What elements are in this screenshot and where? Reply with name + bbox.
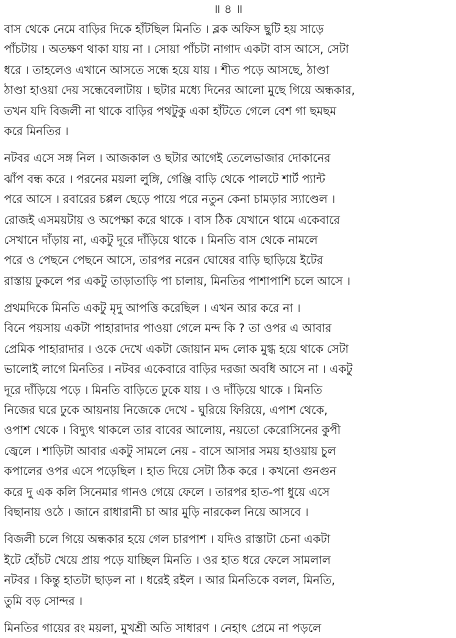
text-line: নটবর । কিন্তু হাতটা ছাড়ল না । ধরেই রইল । আর মিনতিকে বলল, মিনতি, [4,573,336,588]
text-line: তখন যদি বিজলী না থাকে বাড়ির পথটুকু একা হাঁটতে গেলে বেশ গা ছমছম [4,103,337,118]
text-line: মিনতির গায়ের রং ময়লা, মুখশ্রী অতি সাধারণ । নেহাৎ প্রেমে না পড়লে [4,620,322,635]
text-line: ওপাশ থেকে । বিদ্যুৎ থাকলে তার বাবের আলোয়, নয়তো কেরোসিনের কুপী [4,423,341,438]
paragraph [4,19,452,141]
text-line: প্রথমদিকে মিনতি একটু মৃদু আপত্তি করেছিল । এখন আর করে না । [4,301,301,316]
text-line: পাঁচটায় । অতক্ষণ থাকা যায় না । সোয়া পাঁচটা নাগাদ একটা বাস আসে, সেটা [4,42,349,57]
text-line: ভালোই লাগে মিনতির । নটবর একেবারে বাড়ির দরজা অবধি আসে না । একটু [4,362,353,377]
text-line: তুমি বড় সোন্দর । [4,593,83,608]
text-line: প্রেমিক পাহারাদার । ওকে দেখে একটা জোয়ান মদ্দ লোক মুগ্ধ হয়ে থাকে সেটা [4,341,349,356]
text-line: ঠাণ্ডা হাওয়া দেয় সন্ধেবেলাটায় । ছটার মধ্যে দিনের আলো মুছে গিয়ে অন্ধকার, [4,83,355,98]
text-line: জ্বেলে । শাড়িটা আবার একটু সামলে নেয় - বাসে আসার সময় হাওয়ায় চুল [4,443,336,458]
text-line: করে দু এক কলি সিনেমার গানও গেয়ে ফেলে । তারপর হাত-পা ধুয়ে এসে [4,484,330,499]
text-line: ইটে হোঁচট খেয়ে প্রায় পড়ে যাচ্ছিল মিনতি । ওর হাত ধরে ফেলে সামলাল [4,552,331,567]
text-line: দূরে দাঁড়িয়ে পড়ে । মিনতি বাড়িতে ঢুকে যায় । ও দাঁড়িয়ে থাকে । মিনতি [4,382,323,397]
page-number: ॥ ৪ ॥ [213,2,243,16]
paragraph [4,529,452,611]
text-line: পরে আসে । রবারের চপ্পল ছেড়ে পায়ে পরে নতুন কেনা চামড়ার স্যাণ্ডেল । [4,192,336,207]
text-line: বাস থেকে নেমে বাড়ির দিকে হাঁটছিল মিনতি । ব্লক অফিস ছুটি হয় সাড়ে [4,22,324,36]
document-body [4,19,452,638]
paragraph [4,298,452,522]
text-line: বিজলী চলে গিয়ে অন্ধকার হয়ে গেল চারপাশ । যদিও রাস্তাটা চেনা একটা [4,532,331,547]
text-line: কপালের ওপর এসে পড়েছিল । হাত দিয়ে সেটা ঠিক করে । কখনো গুনগুন [4,464,337,479]
text-line: পরে ও পেছনে পেছনে আসে, তারপর নরেন ঘোষের বাড়ি ছাড়িয়ে ইটের [4,253,323,268]
paragraph [4,618,452,638]
text-line: নটবর এসে সঙ্গ নিল । আজকাল ও ছটার আগেই তেলেভাজার দোকানের [4,151,331,166]
text-line: ধরে । তাহলেও এখানে আসতে সন্ধে হয়ে যায় । শীত পড়ে আসছে, ঠাণ্ডা [4,62,330,77]
paragraph-gap [4,141,452,148]
text-line: সেখানে দাঁড়ায় না, একটু দূরে দাঁড়িয়ে থাকে । মিনতি বাস থেকে নামলে [4,232,318,247]
paragraph-gap [4,291,452,298]
text-line: বিছানায় ওঠে । জানে রাধারানী চা আর মুড়ি নারকেল নিয়ে আসবে । [4,504,309,519]
text-line: বিনে পয়সায় একটা পাহারাদার পাওয়া গেলে মন্দ কি ? তা ওপর এ আবার [4,321,332,336]
text-line: ঝাঁপ বন্ধ করে । পরনের ময়লা লুঙ্গি, গেঞ্জি বাড়ি থেকে পালটে শার্ট প্যান্ট [4,171,326,186]
paragraph [4,148,452,291]
text-line: রোজই এসময়টায় ও অপেক্ষা করে থাকে । বাস ঠিক যেখানে থামে একেবারে [4,212,340,227]
paragraph-gap [4,611,452,618]
text-line: নিজের ঘরে ঢুকে আয়নায় নিজেকে দেখে - ঘুরিয়ে ফিরিয়ে, এপাশ থেকে, [4,403,328,418]
text-line: করে মিনতির । [4,123,69,138]
paragraph-gap [4,522,452,529]
text-line: রাস্তায় ঢুকলে পর একটু তাড়াতাড়ি পা চালায়, মিনতির পাশাপাশি চলে আসে । [4,273,351,288]
